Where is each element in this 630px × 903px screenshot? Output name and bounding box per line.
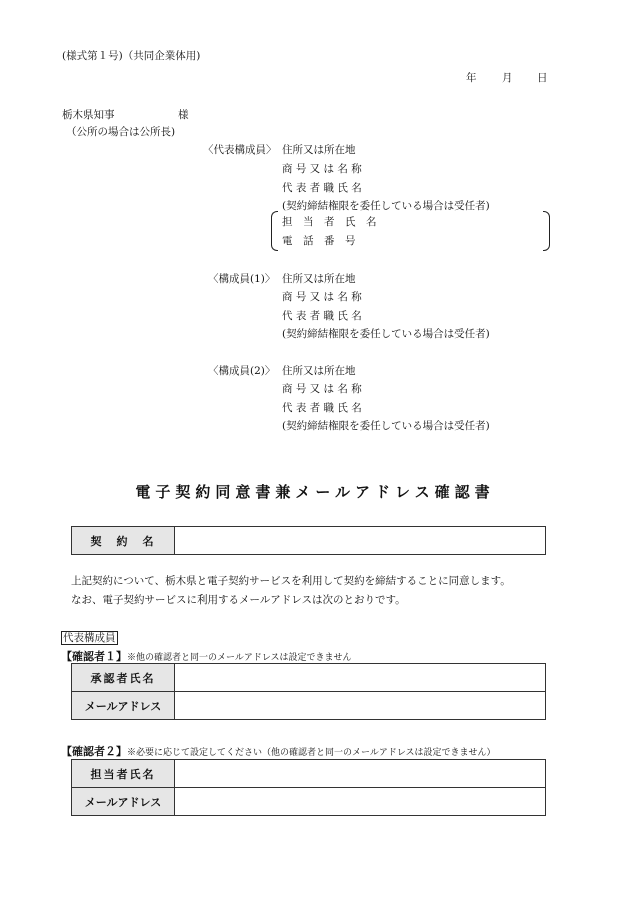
member2-rep-name: 代 表 者 職 氏 名 bbox=[282, 402, 362, 414]
date-month: 月 bbox=[502, 72, 513, 84]
addressee-governor: 栃木県知事 bbox=[62, 109, 115, 121]
member1-delegate-note: (契約締結権限を委任している場合は受任者) bbox=[282, 328, 490, 340]
body-line-2: なお、電子契約サービスに利用するメールアドレスは次のとおりです。 bbox=[71, 594, 406, 606]
document-title: 電子契約同意書兼メールアドレス確認書 bbox=[135, 483, 495, 501]
confirmer2-note: ※必要に応じて設定してください（他の確認者と同一のメールアドレスは設定できません） bbox=[127, 748, 496, 758]
form-label: (様式第１号)（共同企業体用) bbox=[62, 50, 201, 62]
representative-delegate-note: (契約締結権限を委任している場合は受任者) bbox=[282, 200, 490, 212]
representative-label: 〈代表構成員〉 bbox=[203, 144, 277, 156]
email-label-1: メールアドレス bbox=[72, 692, 175, 720]
confirmer1-heading: 【確認者１】 bbox=[61, 650, 127, 663]
contract-table bbox=[71, 526, 546, 555]
email-field-2[interactable] bbox=[175, 788, 546, 816]
addressee-sama: 様 bbox=[178, 109, 189, 121]
body-line-1: 上記契約について、栃木県と電子契約サービスを利用して契約を締結することに同意します。 bbox=[71, 575, 511, 587]
person-in-charge-label: 担当者氏名 bbox=[72, 760, 175, 788]
member2-trade-name: 商 号 又 は 名 称 bbox=[282, 383, 362, 395]
person-in-charge-field[interactable] bbox=[175, 760, 546, 788]
confirmer1-header bbox=[61, 648, 352, 664]
representative-address: 住所又は所在地 bbox=[282, 144, 356, 156]
confirmer1-table bbox=[71, 663, 546, 720]
email-field-1[interactable] bbox=[175, 692, 546, 720]
section-label: 代表構成員 bbox=[63, 632, 116, 644]
confirmer1-note: ※他の確認者と同一のメールアドレスは設定できません bbox=[127, 653, 352, 663]
confirmer2-header bbox=[61, 743, 496, 759]
approver-name-field[interactable] bbox=[175, 664, 546, 692]
member1-address: 住所又は所在地 bbox=[282, 273, 356, 285]
confirmer2-table bbox=[71, 759, 546, 816]
approver-name-label: 承認者氏名 bbox=[72, 664, 175, 692]
email-label-2: メールアドレス bbox=[72, 788, 175, 816]
bracket-left bbox=[271, 211, 278, 251]
bracket-right bbox=[543, 211, 550, 251]
date-year: 年 bbox=[466, 72, 477, 84]
representative-person-in-charge: 担 当 者 氏 名 bbox=[282, 216, 377, 228]
contract-name-label: 契 約 名 bbox=[72, 527, 175, 555]
date-day: 日 bbox=[537, 72, 548, 84]
member1-label: 〈構成員(1)〉 bbox=[208, 273, 276, 285]
representative-trade-name: 商 号 又 は 名 称 bbox=[282, 163, 362, 175]
member1-trade-name: 商 号 又 は 名 称 bbox=[282, 291, 362, 303]
member1-rep-name: 代 表 者 職 氏 名 bbox=[282, 310, 362, 322]
member2-delegate-note: (契約締結権限を委任している場合は受任者) bbox=[282, 420, 490, 432]
contract-name-field[interactable] bbox=[175, 527, 546, 555]
representative-phone: 電 話 番 号 bbox=[282, 235, 356, 247]
member2-address: 住所又は所在地 bbox=[282, 365, 356, 377]
addressee-note: （公所の場合は公所長) bbox=[66, 126, 176, 138]
member2-label: 〈構成員(2)〉 bbox=[208, 365, 276, 377]
confirmer2-heading: 【確認者２】 bbox=[61, 745, 127, 758]
representative-rep-name: 代 表 者 職 氏 名 bbox=[282, 182, 362, 194]
